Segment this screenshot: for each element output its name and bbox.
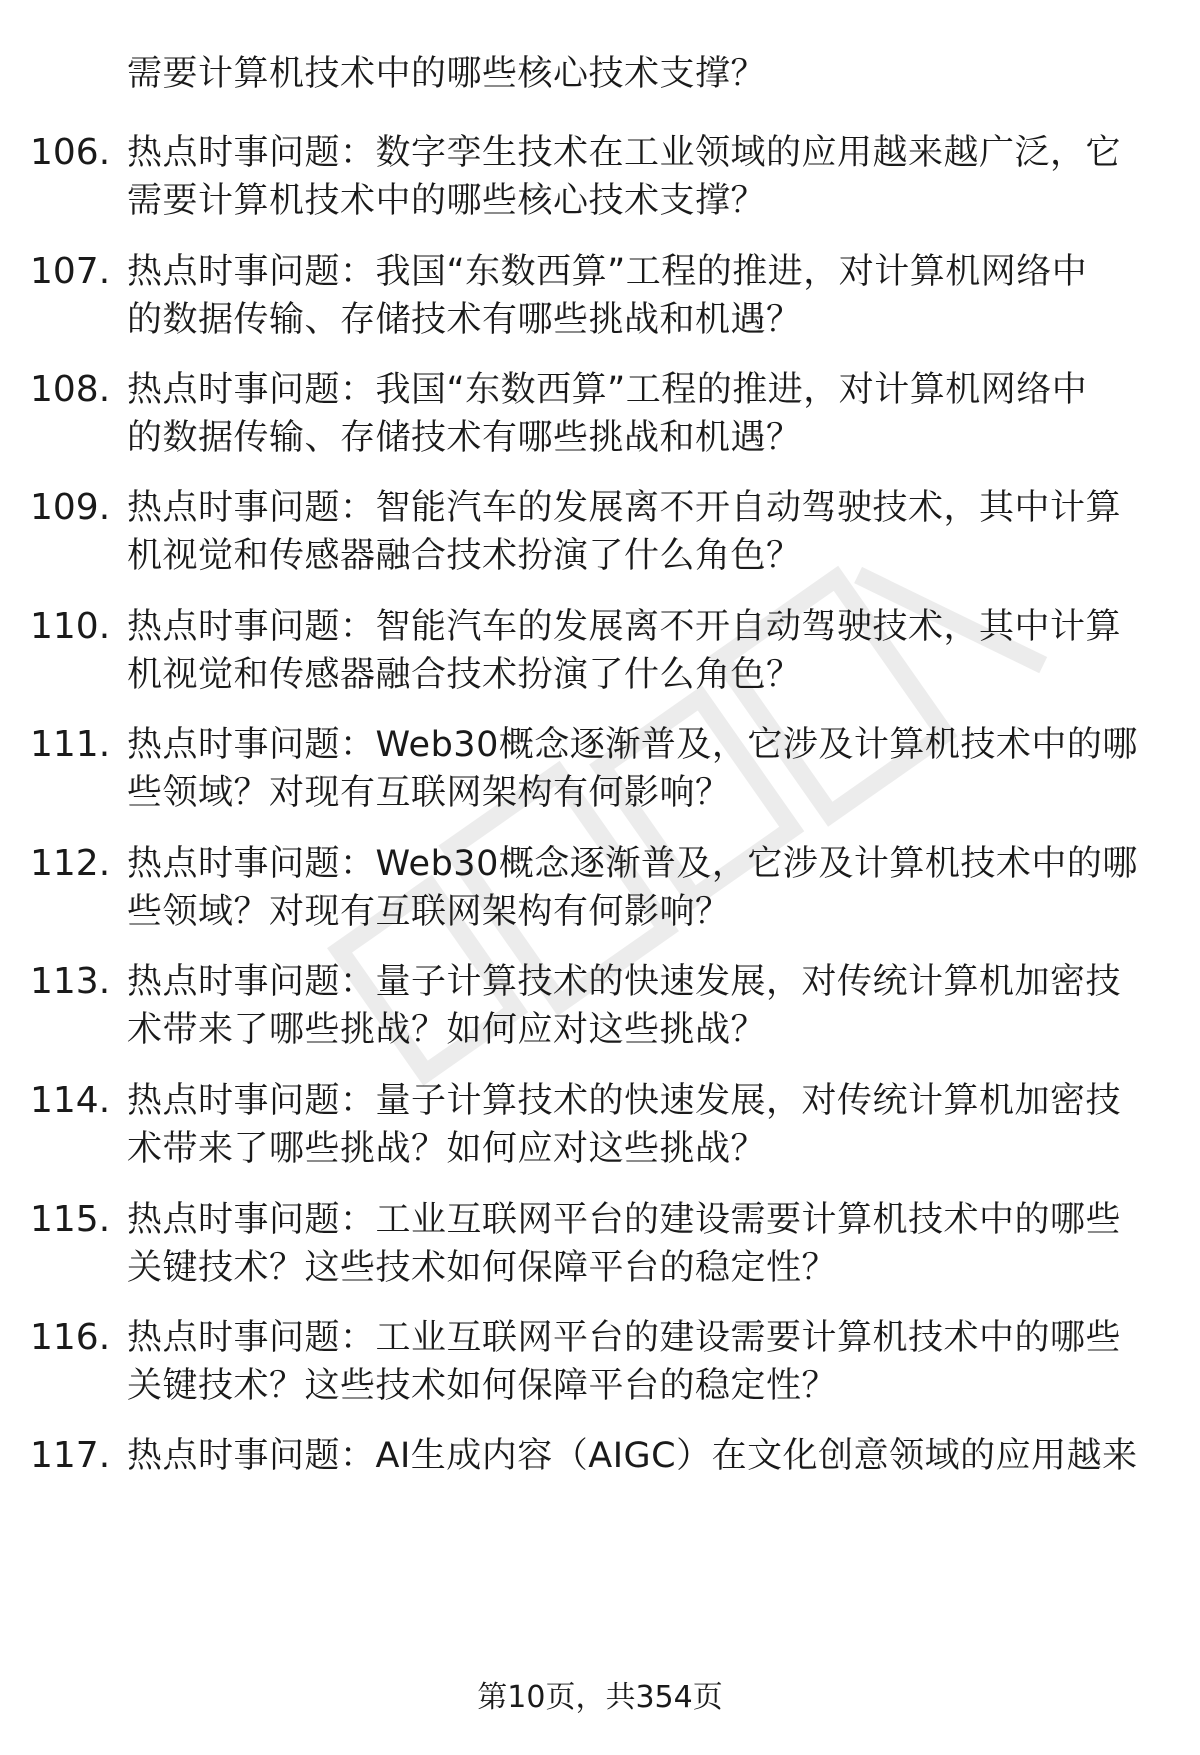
question-text-line: 热点时事问题：我国“东数西算”工程的推进，对计算机网络中 [127, 370, 1088, 410]
question-number: 113. [30, 961, 111, 1002]
question-text-line: 热点时事问题：AI生成内容（AIGC）在文化创意领域的应用越来 [127, 1436, 1138, 1476]
question-text-line: 热点时事问题：Web30概念逐渐普及，它涉及计算机技术中的哪 [127, 844, 1138, 884]
question-number: 112. [30, 843, 111, 884]
question-text-line: 热点时事问题：工业互联网平台的建设需要计算机技术中的哪些 [127, 1318, 1122, 1358]
question-text-line: 些领域？对现有互联网架构有何影响？ [127, 773, 731, 813]
question-text-line: 热点时事问题：量子计算技术的快速发展，对传统计算机加密技 [127, 1081, 1122, 1121]
question-text-line: 热点时事问题：智能汽车的发展离不开自动驾驶技术，其中计算 [127, 488, 1122, 528]
question-text-line: 热点时事问题：量子计算技术的快速发展，对传统计算机加密技 [127, 962, 1122, 1002]
question-number: 116. [30, 1317, 111, 1358]
question-text-line: 热点时事问题：工业互联网平台的建设需要计算机技术中的哪些 [127, 1200, 1122, 1240]
question-number: 107. [30, 251, 111, 292]
question-number: 106. [30, 132, 111, 173]
question-number: 108. [30, 369, 111, 410]
question-text-line: 机视觉和传感器融合技术扮演了什么角色？ [127, 536, 802, 576]
question-number: 115. [30, 1199, 111, 1240]
page-number-footer: 第10页，共354页 [477, 1680, 723, 1715]
question-number: 109. [30, 487, 111, 528]
question-text-line: 的数据传输、存储技术有哪些挑战和机遇？ [127, 300, 802, 340]
question-text-line: 些领域？对现有互联网架构有何影响？ [127, 892, 731, 932]
question-number: 117. [30, 1435, 111, 1476]
question-text-line: 热点时事问题：Web30概念逐渐普及，它涉及计算机技术中的哪 [127, 725, 1138, 765]
question-number: 110. [30, 606, 111, 647]
question-text-line: 需要计算机技术中的哪些核心技术支撑？ [127, 54, 767, 94]
question-text-line: 关键技术？这些技术如何保障平台的稳定性？ [127, 1366, 838, 1406]
question-text-line: 关键技术？这些技术如何保障平台的稳定性？ [127, 1248, 838, 1288]
question-text-line: 术带来了哪些挑战？如何应对这些挑战？ [127, 1129, 767, 1169]
question-number: 111. [30, 724, 111, 765]
question-number: 114. [30, 1080, 111, 1121]
question-text-line: 术带来了哪些挑战？如何应对这些挑战？ [127, 1010, 767, 1050]
question-text-line: 热点时事问题：智能汽车的发展离不开自动驾驶技术，其中计算 [127, 607, 1122, 647]
question-text-line: 需要计算机技术中的哪些核心技术支撑？ [127, 181, 767, 221]
question-text-line: 的数据传输、存储技术有哪些挑战和机遇？ [127, 418, 802, 458]
question-text-line: 机视觉和传感器融合技术扮演了什么角色？ [127, 655, 802, 695]
question-text-line: 热点时事问题：我国“东数西算”工程的推进，对计算机网络中 [127, 252, 1088, 292]
question-text-line: 热点时事问题：数字孪生技术在工业领域的应用越来越广泛，它 [127, 133, 1122, 173]
